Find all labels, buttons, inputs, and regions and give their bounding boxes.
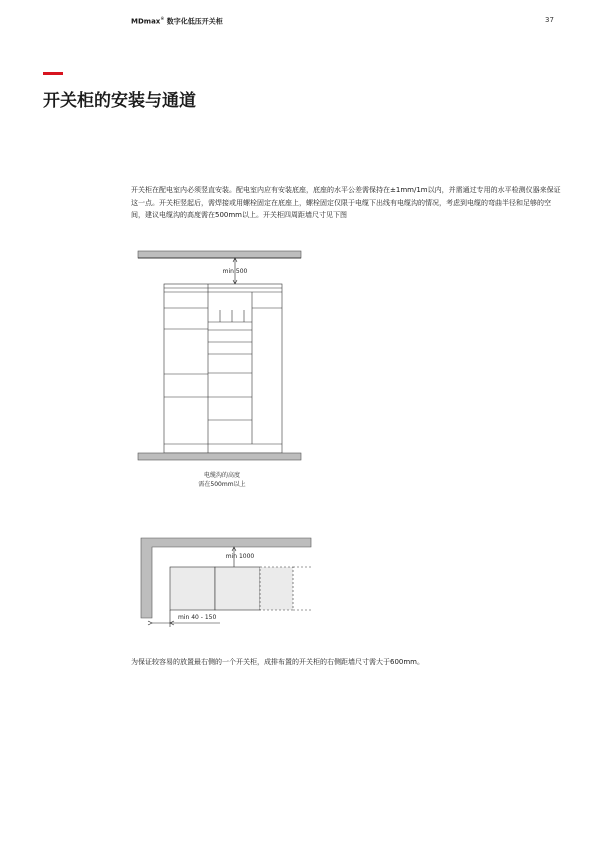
plan-view-figure: [138, 535, 313, 630]
section-title: 开关柜的安装与通道: [43, 91, 196, 111]
header-title: [131, 16, 223, 26]
switchgear-cabinet: [164, 284, 282, 453]
floor-slab: [138, 453, 301, 460]
section-accent-bar: [43, 72, 63, 75]
min-side-clearance-label: min 40 - 150: [178, 614, 217, 621]
intro-paragraph: 开关柜在配电室内必须竖直安装。配电室内应有安装底座，底座的水平公差需保持在±1mm/1m以内，并需通过专用的水平检测仪器来保证这一点。开关柜竖起后，需焊接或用螺栓固定在底座上，螺栓固定仅限于电缆下出线有电缆沟的情况，考虑到电缆的弯曲半径和足够的空间，建议电缆沟的高度需在500mm以上。开关柜四周距墙尺寸见下图: [131, 186, 561, 219]
cabinet-row-plan: [170, 567, 311, 610]
trench-caption-line1: 电缆沟的高度: [203, 472, 241, 479]
front-elevation-figure: [135, 248, 305, 493]
trench-caption-line2: 需在500mm以上: [198, 481, 246, 488]
right-clearance-note: 为保证较容易的放置最右侧的一个开关柜，成排布置的开关柜的右侧距墙尺寸需大于600mm。: [131, 658, 424, 666]
min-front-clearance-label: min 1000: [225, 553, 255, 560]
header-subtitle: 数字化低压开关柜: [164, 17, 223, 26]
registered-mark: ®: [160, 16, 165, 21]
page-number: 37: [545, 16, 554, 24]
ceiling-wall: [138, 251, 301, 258]
min-clearance-label: min 500: [222, 268, 248, 275]
brand-name: MDmax: [131, 17, 161, 26]
